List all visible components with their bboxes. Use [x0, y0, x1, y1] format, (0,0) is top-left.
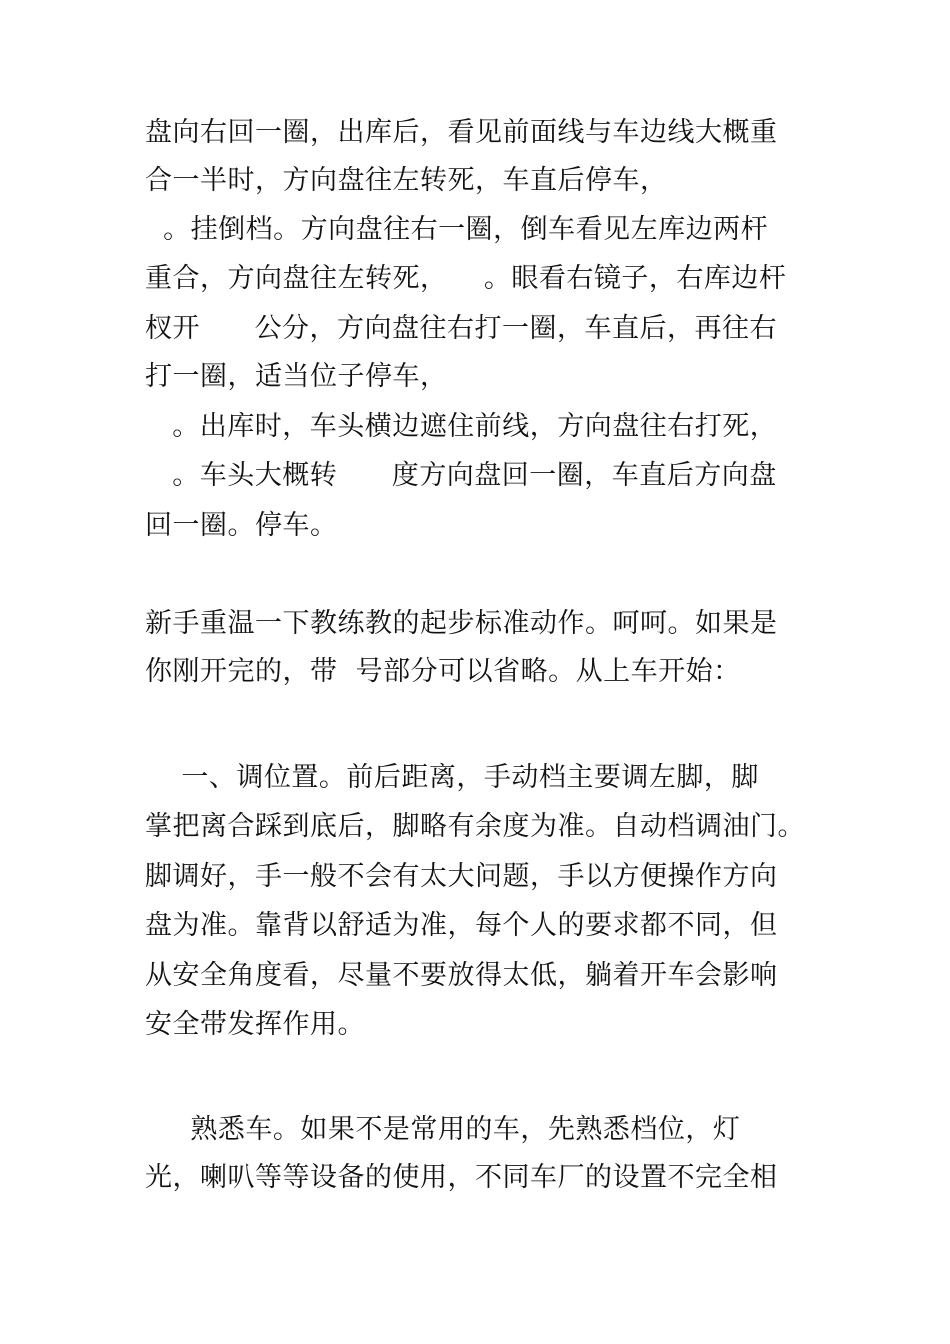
text-line: 光，喇叭等等设备的使用，不同车厂的设置不完全相 — [145, 1162, 778, 1193]
text-line: 脚调好，手一般不会有太大问题，手以方便操作方向 — [145, 861, 778, 892]
text-line: 熟悉车。如果不是常用的车，先熟悉档位，灯 — [145, 1114, 741, 1145]
text-line: 。车头大概转 度方向盘回一圈，车直后方向盘 — [145, 460, 777, 491]
text-line: 新手重温一下教练教的起步标准动作。呵呵。如果是 — [145, 608, 778, 639]
text-line: 回一圈。停车。 — [145, 510, 338, 541]
text-line: 合一半时，方向盘往左转死，车直后停车， — [145, 165, 668, 196]
text-line: 杈开 公分，方向盘往右打一圈，车直后，再往右 — [145, 313, 777, 344]
text-line: 盘为准。靠背以舒适为准，每个人的要求都不同，但 — [145, 910, 778, 941]
text-line: 掌把离合踩到底后，脚略有余度为准。自动档调油门。 — [145, 811, 805, 842]
text-line: 。出库时，车头横边遮住前线，方向盘往右打死， — [145, 411, 778, 442]
text-line: 打一圈，适当位子停车， — [145, 361, 448, 392]
text-line: 盘向右回一圈，出库后，看见前面线与车边线大概重 — [145, 117, 778, 148]
text-line: 一、调位置。前后距离，手动档主要调左脚，脚 — [145, 762, 759, 793]
text-line: 你刚开完的，带 号部分可以省略。从上车开始： — [145, 656, 741, 687]
text-line: 从安全角度看，尽量不要放得太低，躺着开车会影响 — [145, 960, 778, 991]
text-line: 。挂倒档。方向盘往右一圈，倒车看见左库边两杆 — [145, 214, 769, 245]
text-line: 安全带发挥作用。 — [145, 1009, 365, 1040]
text-line: 重合，方向盘往左转死， 。眼看右镜子，右库边杆 — [145, 263, 787, 294]
